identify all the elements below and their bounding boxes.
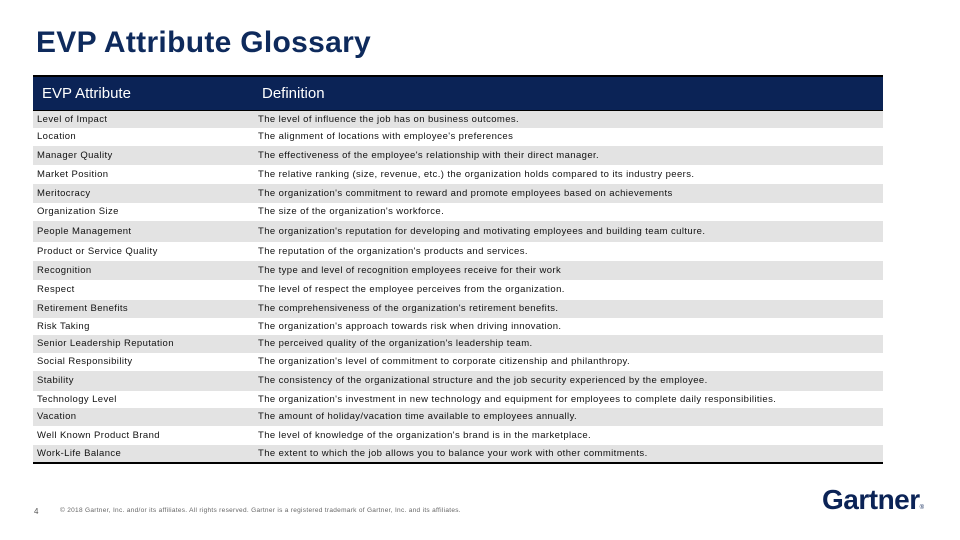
definition-cell: The level of respect the employee perceives from the organization. xyxy=(258,284,565,295)
table-row xyxy=(33,391,883,408)
copyright-notice: © 2018 Gartner, Inc. and/or its affiliates. All rights reserved. Gartner is a registered trademark of Gartner, Inc. and its affiliates. xyxy=(60,507,461,514)
definition-cell: The type and level of recognition employees receive for their work xyxy=(254,261,883,280)
header-row xyxy=(33,76,883,111)
attribute-cell: Work-Life Balance xyxy=(33,445,254,463)
table-row xyxy=(33,111,883,128)
table-row xyxy=(33,408,883,426)
attribute-cell: Product or Service Quality xyxy=(37,245,158,257)
definition-cell: The reputation of the organization's products and services. xyxy=(258,245,528,257)
definition-cell: The perceived quality of the organization's leadership team. xyxy=(254,335,883,353)
table-row xyxy=(33,165,883,184)
logo-wordmark: Gartner xyxy=(822,484,920,515)
page-number: 4 xyxy=(34,507,39,516)
attribute-cell: Social Responsibility xyxy=(37,356,133,367)
definition-cell: The extent to which the job allows you to balance your work with other commitments. xyxy=(254,445,883,463)
table-row xyxy=(33,146,883,165)
attribute-cell: Technology Level xyxy=(37,393,117,405)
attribute-cell: Level of Impact xyxy=(33,111,254,128)
attribute-cell: People Management xyxy=(33,221,254,242)
table-row xyxy=(33,242,883,261)
table-row xyxy=(33,445,883,463)
attribute-cell: Location xyxy=(37,131,77,142)
definition-cell: The organization's level of commitment to corporate citizenship and philanthropy. xyxy=(258,356,630,367)
definition-cell: The organization's commitment to reward and promote employees based on achievements xyxy=(254,184,883,203)
attribute-cell: Respect xyxy=(37,284,75,295)
definition-cell: The alignment of locations with employee's preferences xyxy=(258,131,514,142)
header-evp-attribute: EVP Attribute xyxy=(33,76,254,111)
table-row xyxy=(33,300,883,318)
table-row xyxy=(33,280,883,300)
attribute-cell: Organization Size xyxy=(37,206,119,217)
definition-cell: The effectiveness of the employee's relationship with their direct manager. xyxy=(254,146,883,165)
attribute-cell: Market Position xyxy=(37,168,109,180)
definition-cell: The consistency of the organizational structure and the job security experienced by the employee. xyxy=(254,371,883,391)
registered-mark: ® xyxy=(919,505,925,511)
glossary-table-header xyxy=(33,76,883,111)
attribute-cell: Senior Leadership Reputation xyxy=(33,335,254,353)
definition-cell: The organization's approach towards risk when driving innovation. xyxy=(258,320,562,332)
glossary-table xyxy=(33,75,883,464)
table-row xyxy=(33,426,883,445)
definition-cell: The organization's investment in new technology and equipment for employees to complete daily responsibilities. xyxy=(258,393,777,405)
page-title: EVP Attribute Glossary xyxy=(36,26,372,59)
attribute-cell: Retirement Benefits xyxy=(33,300,254,318)
header-definition: Definition xyxy=(254,76,883,111)
table-row xyxy=(33,353,883,371)
attribute-cell: Meritocracy xyxy=(33,184,254,203)
attribute-cell: Stability xyxy=(33,371,254,391)
attribute-cell: Vacation xyxy=(33,408,254,426)
table-row xyxy=(33,335,883,353)
table-row xyxy=(33,221,883,242)
table-row xyxy=(33,184,883,203)
definition-cell: The level of knowledge of the organization's brand is in the marketplace. xyxy=(258,429,592,441)
glossary-table-body xyxy=(33,111,883,463)
table-row xyxy=(33,261,883,280)
table-row xyxy=(33,203,883,221)
table-row xyxy=(33,128,883,146)
gartner-logo xyxy=(822,484,924,516)
attribute-cell: Manager Quality xyxy=(33,146,254,165)
attribute-cell: Risk Taking xyxy=(37,320,90,332)
definition-cell: The amount of holiday/vacation time available to employees annually. xyxy=(254,408,883,426)
definition-cell: The relative ranking (size, revenue, etc.) the organization holds compared to its industry peers. xyxy=(258,168,695,180)
definition-cell: The level of influence the job has on business outcomes. xyxy=(254,111,883,128)
attribute-cell: Recognition xyxy=(33,261,254,280)
definition-cell: The organization's reputation for developing and motivating employees and building team culture. xyxy=(254,221,883,242)
table-row xyxy=(33,318,883,335)
definition-cell: The size of the organization's workforce. xyxy=(258,206,445,217)
attribute-cell: Well Known Product Brand xyxy=(37,429,160,441)
table-row xyxy=(33,371,883,391)
definition-cell: The comprehensiveness of the organization's retirement benefits. xyxy=(254,300,883,318)
